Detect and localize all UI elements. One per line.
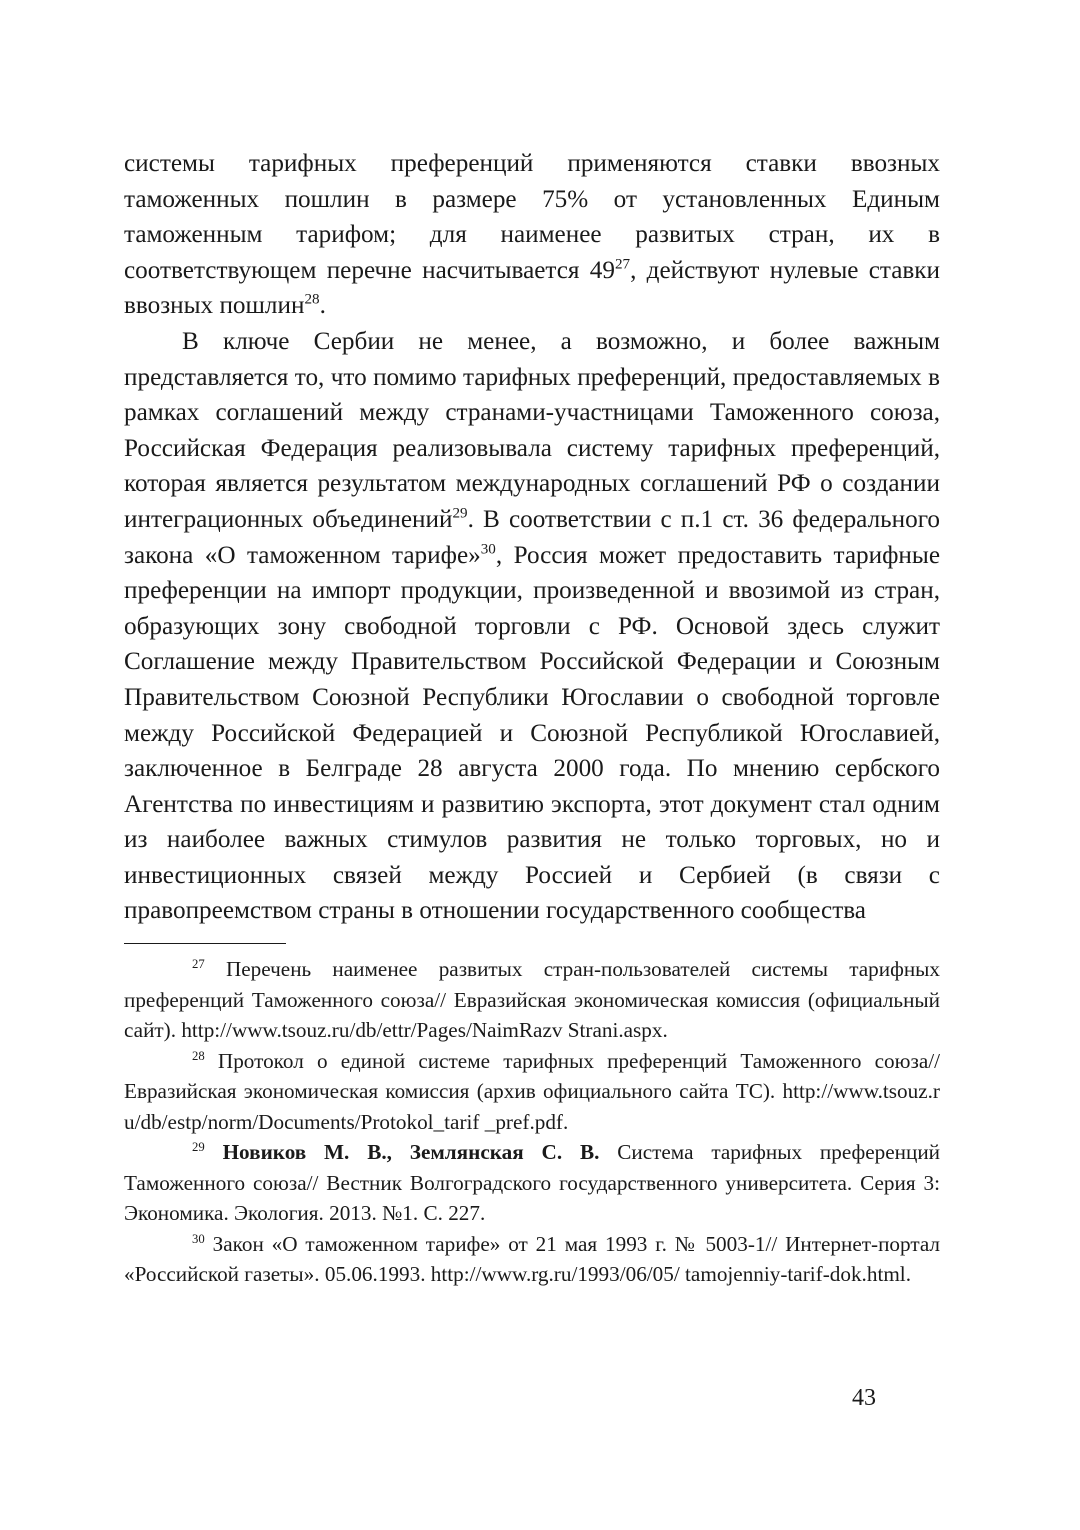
footnote-text: Система тарифных преференций Таможенного союза// Вестник Волгоградского государственного университета. Серия 3: Экономика. Экология. 2013. №1. С. 227. <box>124 1140 940 1226</box>
footnote-link[interactable]: http://www.tsouz.ru/db/ettr/Pages/NaimRazv Strani.aspx. <box>181 1018 668 1043</box>
footnote-link[interactable]: http://www.tsouz.ru/db/estp/norm/Documents/Protokol_tarif _pref.pdf. <box>124 1079 940 1134</box>
page-number: 43 <box>852 1385 876 1411</box>
footnote-27 <box>124 954 940 1046</box>
paragraph-2 <box>124 324 940 929</box>
footnote-divider <box>124 943 286 944</box>
paragraph-2-text-c: , Россия может предоставить тарифные преференции на импорт продукции, произведенной и ввозимой из стран, образующих зону свободной торговли с РФ. Основой здесь служит Соглашение между Правительством Российской Федерации и Союзным Правительством Союзной Республики Югославии о свободной торговле между Российской Федерацией и Союзной Республикой Югославией, заключенное в Белграде 28 августа 2000 года. По мнению сербского Агентства по инвестициям и развитию экспорта, этот документ стал одним из наиболее важных стимулов развития не только торговых, но и инвестиционных связей между Россией и Сербией (в связи с правопреемством страны в отношении государственного сообщества <box>124 541 940 925</box>
footnote-ref-30[interactable]: 30 <box>480 541 496 558</box>
footnote-number: 27 <box>192 957 205 972</box>
footnote-text: Закон «О таможенном тарифе» от 21 мая 1993 г. № 5003-1// Интернет-портал «Российской газеты». 05.06.1993. <box>124 1231 941 1287</box>
paragraph-2-text-b: . В соответствии с п.1 ст. 36 федерального закона «О таможенном тарифе» <box>124 505 940 569</box>
footnote-number: 28 <box>192 1048 205 1063</box>
paragraph-1-text-b: , действуют нулевые ставки ввозных пошлин <box>124 256 940 320</box>
footnote-text: Перечень наименее развитых стран-пользователей системы тарифных преференций Таможенного союза// Евразийская экономическая комиссия (официальный сайт). <box>124 957 940 1043</box>
footnote-ref-27[interactable]: 27 <box>614 256 631 273</box>
footnote-30 <box>124 1229 940 1290</box>
footnote-number: 29 <box>192 1140 205 1155</box>
paragraph-1 <box>124 146 940 324</box>
paragraph-1-text-a: системы тарифных преференций применяются ставки ввозных таможенных пошлин в размере 75% от установленных Единым таможенным тарифом; для наименее развитых стран, их в соответствующем перечне насчитывается 49 <box>124 150 940 284</box>
footnote-ref-29[interactable]: 29 <box>452 505 468 522</box>
paragraph-2-text-a: В ключе Сербии не менее, а возможно, и более важным представляется то, что помимо тарифных преференций, предоставляемых в рамках соглашений между странами-участницами Таможенного союза, Российская Федерация реализовывала систему тарифных преференций, которая является результатом международных соглашений РФ о создании интеграционных объединений <box>124 327 940 533</box>
main-text <box>124 146 940 929</box>
footnote-authors: Новиков М. В., Землянская С. В. <box>222 1140 600 1165</box>
footnote-29 <box>124 1137 940 1229</box>
footnotes <box>124 954 940 1290</box>
footnote-28 <box>124 1046 940 1138</box>
footnote-link[interactable]: http://www.rg.ru/1993/06/05/ tamojenniy-tarif-dok.html. <box>430 1262 911 1287</box>
footnote-number: 30 <box>192 1231 205 1246</box>
footnote-ref-28[interactable]: 28 <box>304 292 320 309</box>
page-content <box>124 146 940 1290</box>
footnote-text: Протокол о единой системе тарифных преференций Таможенного союза// Евразийская экономическая комиссия (архив официального сайта ТС). <box>124 1048 940 1104</box>
paragraph-1-text-c: . <box>319 292 326 320</box>
